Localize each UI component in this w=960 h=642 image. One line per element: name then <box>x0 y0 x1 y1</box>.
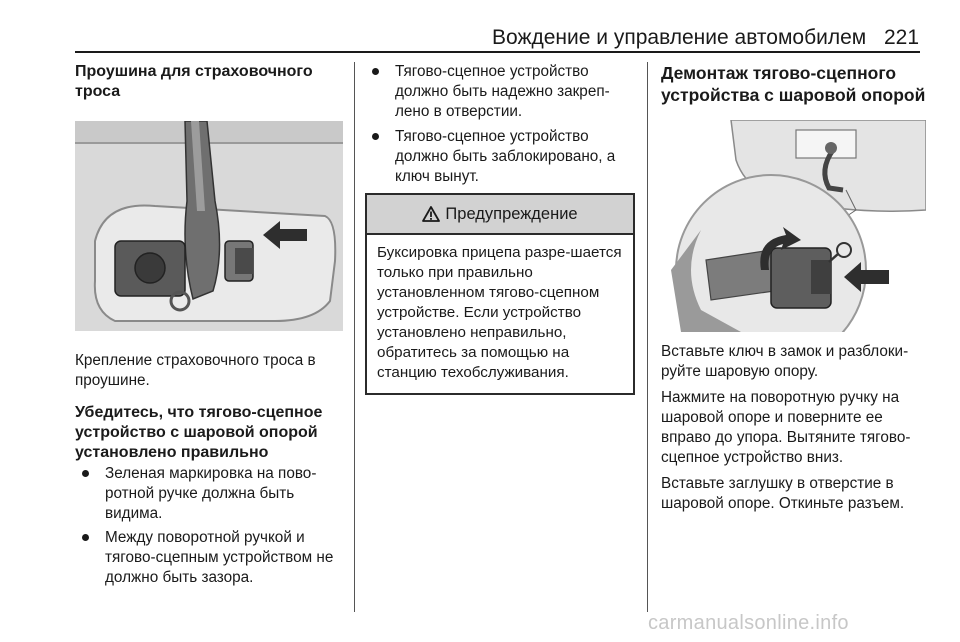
section-subheading-check: Убедитесь, что тягово-сцепное устройство с шаровой опорой установлено правильно <box>75 404 323 461</box>
header-title: Вождение и управление автомобилем <box>492 26 867 49</box>
column-1 <box>75 62 343 592</box>
list-item: Зеленая маркировка на пово-ротной ручке должна быть видима. <box>75 464 343 524</box>
list-item: Тягово-сцепное устройство должно быть надежно закреп-лено в отверстии. <box>365 62 635 122</box>
tow-eye-illustration <box>75 121 343 331</box>
bullet-icon <box>82 534 89 541</box>
bullet-icon <box>82 470 89 477</box>
page-number: 221 <box>884 26 920 49</box>
header-divider <box>75 51 920 53</box>
page-header <box>0 0 960 52</box>
list-item: Между поворотной ручкой и тягово-сцепным устройством не должно быть зазора. <box>75 528 343 588</box>
warning-header <box>367 195 633 235</box>
requirement-bullet-list <box>365 62 635 187</box>
watermark-text: carmanualsonline.info <box>648 612 849 634</box>
towbar-removal-illustration <box>661 120 926 332</box>
removal-step-3: Вставьте заглушку в отверстие в шаровой опоре. Откиньте разъем. <box>661 475 905 512</box>
section-heading-tow-eye: Проушина для страховочного троса <box>75 63 313 100</box>
figure-caption-tow-eye: Крепление страховочного троса в проушине. <box>75 352 316 389</box>
column-3 <box>661 62 926 514</box>
column-divider-1 <box>354 62 355 612</box>
column-divider-2 <box>647 62 648 612</box>
bullet-icon <box>372 133 379 140</box>
list-item: Тягово-сцепное устройство должно быть заблокировано, а ключ вынут. <box>365 127 635 187</box>
removal-step-1: Вставьте ключ в замок и разблоки-руйте шаровую опору. <box>661 343 909 380</box>
column-2 <box>365 62 635 395</box>
warning-triangle-icon <box>422 206 440 222</box>
warning-text: Буксировка прицепа разре-шается только при правильно установленном тягово-сцепном устройстве. Если устройство установлено неправильно, обратитесь за помощью на станцию техобслуживания. <box>377 244 622 381</box>
check-bullet-list <box>75 464 343 588</box>
removal-step-2: Нажмите на поворотную ручку на шаровой опоре и поверните ее вправо до упора. Вытяните тягово-сцепное устройство вниз. <box>661 389 911 466</box>
section-heading-removal: Демонтаж тягово-сцепного устройства с шаровой опорой <box>661 63 926 105</box>
warning-title: Предупреждение <box>445 205 578 223</box>
bullet-icon <box>372 68 379 75</box>
warning-box <box>365 193 635 395</box>
